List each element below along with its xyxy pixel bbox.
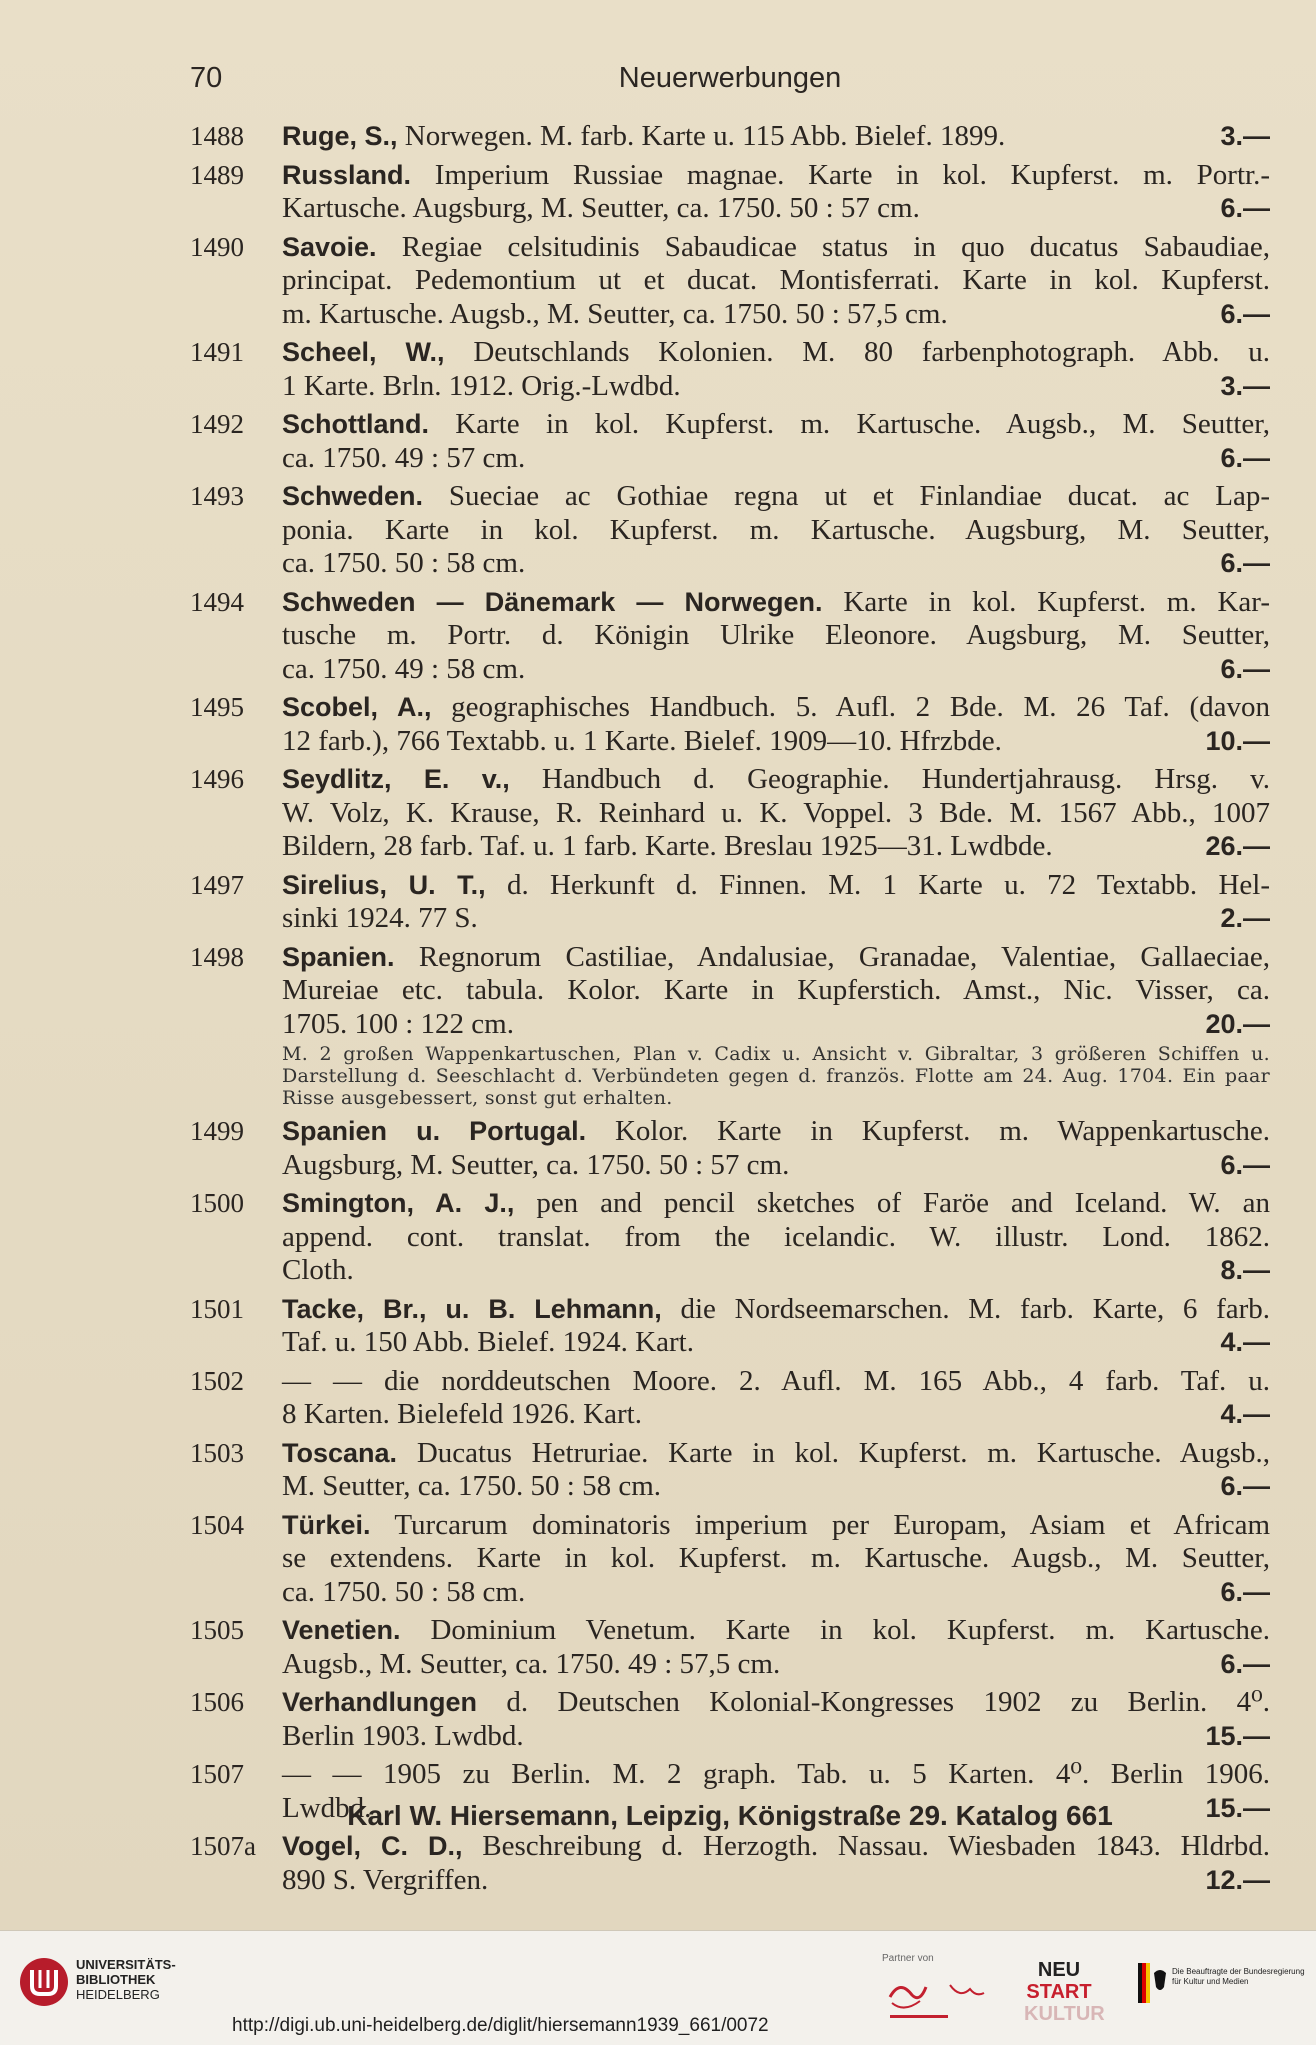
entry-body — [282, 1686, 1270, 1753]
entry-line — [282, 763, 1270, 797]
entry-body — [282, 408, 1270, 475]
entry-text: sinki 1924. 77 S. — [282, 902, 478, 934]
entry-last-line — [282, 370, 1270, 404]
entry-line — [282, 974, 1270, 1008]
entry-text: ca. 1750. 50 : 58 cm. — [282, 547, 526, 579]
entry-text: Lwdbd. — [282, 1791, 372, 1824]
catalog-entry — [190, 408, 1270, 475]
entry-body — [282, 691, 1270, 758]
entry-text: Taf. u. 150 Abb. Bielef. 1924. Kart. — [282, 1326, 694, 1358]
entry-price: 12.— — [1205, 1864, 1270, 1895]
entry-text: 1705. 100 : 122 cm. — [282, 1007, 514, 1040]
entry-last-line — [282, 902, 1270, 936]
entry-last-line — [282, 830, 1270, 864]
entry-heading: Sirelius, U. T., — [282, 869, 486, 900]
entry-price: 6.— — [1220, 548, 1270, 578]
entry-text: Beschreibung d. Herzogth. Nassau. Wiesbaden 1843. Hldrbd. — [482, 1830, 1271, 1862]
bund-label: Die Beauftragte der Bundesregierung für Kultur und Medien — [1172, 1967, 1305, 1986]
catalog-entry — [190, 1509, 1270, 1610]
entry-line — [282, 1830, 1270, 1864]
entry-heading: Smington, A. J., — [282, 1188, 515, 1218]
entry-text: Ducatus Hetruriae. Karte in kol. Kupferst. m. Kartusche. Augsb., — [416, 1436, 1271, 1469]
entry-last-line — [282, 1576, 1270, 1610]
entry-price: 3.— — [1220, 121, 1270, 151]
entry-number: 1501 — [190, 1293, 244, 1324]
entry-body — [282, 159, 1270, 226]
entry-body — [282, 336, 1270, 403]
entry-line — [282, 941, 1270, 975]
entry-body — [282, 586, 1270, 687]
entry-heading: Schweden — Dänemark — Norwegen. — [282, 586, 823, 617]
entry-price: 26.— — [1205, 831, 1270, 861]
entry-price: 6.— — [1220, 1149, 1270, 1180]
entry-heading: Tacke, Br., u. B. Lehmann, — [282, 1293, 662, 1324]
entry-body — [282, 1187, 1270, 1288]
entry-last-line — [282, 1398, 1270, 1432]
entry-heading: Schottland. — [282, 409, 429, 439]
entry-heading: Scobel, A., — [282, 692, 432, 722]
entry-text: Sueciae ac Gothiae regna ut et Finlandiae ducat. ac Lap- — [448, 480, 1270, 512]
entry-number: 1502 — [190, 1365, 244, 1396]
entry-body — [282, 231, 1270, 332]
entry-number: 1507 — [190, 1759, 244, 1789]
entry-number: 1504 — [190, 1509, 244, 1540]
page-title: Neuerwerbungen — [618, 62, 842, 94]
entry-text: Deutschlands Kolonien. M. 80 farbenphotograph. Abb. u. — [473, 336, 1270, 368]
entry-number: 1505 — [190, 1615, 244, 1645]
catalog-entry — [190, 1187, 1270, 1288]
entry-text: — — 1905 zu Berlin. M. 2 graph. Tab. u. 5 Karten. 4⁰. Berlin 1906. — [282, 1758, 1270, 1790]
entry-text: Kartusche. Augsburg, M. Seutter, ca. 1750. 50 : 57 cm. — [282, 192, 920, 224]
entry-text: Handbuch d. Geographie. Hundertjahrausg. Hrsg. v. — [541, 763, 1270, 795]
entry-number: 1494 — [190, 586, 244, 617]
entry-body — [282, 869, 1270, 936]
entry-text: tusche m. Portr. d. Königin Ulrike Eleonore. Augsburg, M. Seutter, — [282, 619, 1270, 651]
entry-body — [282, 120, 1270, 154]
entry-text: m. Kartusche. Augsb., M. Seutter, ca. 1750. 50 : 57,5 cm. — [282, 297, 948, 330]
entry-note: M. 2 großen Wappenkartuschen, Plan v. Cadix u. Ansicht v. Gibraltar, 3 größeren Schiffen u. Darstellung d. Seeschlacht d. Verbündeten gegen d. französ. Flotte am 24. Aug. 1704. Ein paar Risse ausgebessert, sonst gut erhalten. — [282, 1043, 1270, 1109]
catalog-entry — [190, 1830, 1270, 1897]
entry-last-line — [282, 547, 1270, 581]
entry-last-line — [282, 120, 1270, 154]
university-library-logo-icon — [18, 1956, 70, 2008]
entry-price: 6.— — [1220, 298, 1270, 329]
entry-price: 6.— — [1220, 193, 1270, 223]
entry-price: 15.— — [1205, 1720, 1270, 1751]
entry-text: Karte in kol. Kupferst. m. Kartusche. Augsb., M. Seutter, — [455, 408, 1271, 440]
entry-last-line — [282, 1254, 1270, 1288]
viewer-bottom-bar — [0, 1930, 1316, 2045]
entry-text: Karte in kol. Kupferst. m. Kar- — [843, 585, 1271, 618]
partner-label: Partner von — [882, 1953, 934, 1964]
entry-price: 4.— — [1220, 1399, 1270, 1429]
catalog-entry — [190, 120, 1270, 154]
entry-body — [282, 1293, 1270, 1360]
catalog-entries — [190, 120, 1270, 1902]
eagle-icon — [1138, 1963, 1168, 2003]
entry-line — [282, 159, 1270, 193]
entry-price: 6.— — [1220, 1471, 1270, 1501]
entry-line — [282, 336, 1270, 370]
entry-number: 1496 — [190, 764, 244, 794]
entry-line — [282, 869, 1270, 903]
entry-last-line — [282, 653, 1270, 687]
entry-line — [282, 480, 1270, 514]
entry-line — [282, 264, 1270, 298]
entry-line — [282, 691, 1270, 725]
entry-line — [282, 1437, 1270, 1471]
entry-body — [282, 1614, 1270, 1681]
entry-price: 8.— — [1220, 1255, 1270, 1285]
library-name: UNIVERSITÄTS- BIBLIOTHEK HEIDELBERG — [76, 1957, 176, 2002]
entry-text: ca. 1750. 49 : 58 cm. — [282, 652, 526, 685]
entry-text: Mureiae etc. tabula. Kolor. Karte in Kupferstich. Amst., Nic. Visser, ca. — [282, 974, 1270, 1006]
entry-heading: Seydlitz, E. v., — [282, 764, 510, 794]
entry-text: geographisches Handbuch. 5. Aufl. 2 Bde. M. 26 Taf. (davon — [451, 691, 1271, 723]
entry-last-line — [282, 1149, 1270, 1183]
entry-last-line — [282, 442, 1270, 476]
catalog-entry — [190, 763, 1270, 864]
entry-line — [282, 231, 1270, 265]
entry-line — [282, 1115, 1270, 1149]
entry-text: 12 farb.), 766 Textabb. u. 1 Karte. Bielef. 1909—10. Hfrzbde. — [282, 724, 1002, 757]
entry-text: die Nordseemarschen. M. farb. Karte, 6 farb. — [680, 1292, 1271, 1325]
entry-text: se extendens. Karte in kol. Kupferst. m. Kartusche. Augsb., M. Seutter, — [282, 1542, 1270, 1574]
catalog-entry — [190, 691, 1270, 758]
entry-last-line — [282, 1720, 1270, 1754]
entry-text: Turcarum dominatoris imperium per Europam, Asiam et Africam — [394, 1508, 1270, 1541]
entry-heading: Ruge, S., — [282, 121, 398, 151]
entry-text: ponia. Karte in kol. Kupferst. m. Kartusche. Augsburg, M. Seutter, — [282, 513, 1270, 546]
neustart-kultur-logo: NEU START KULTUR — [1024, 1959, 1105, 2025]
catalog-entry — [190, 231, 1270, 332]
entry-number: 1499 — [190, 1116, 244, 1146]
entry-last-line — [282, 1326, 1270, 1360]
entry-text: d. Deutschen Kolonial-Kongresses 1902 zu Berlin. 4⁰. — [506, 1686, 1270, 1718]
catalog-entry — [190, 869, 1270, 936]
entry-text: Bildern, 28 farb. Taf. u. 1 farb. Karte. Breslau 1925—31. Lwdbde. — [282, 830, 1053, 862]
entry-heading: Scheel, W., — [282, 337, 445, 367]
catalog-entry — [190, 1686, 1270, 1753]
entry-heading: Spanien u. Portugal. — [282, 1116, 587, 1146]
entry-last-line — [282, 192, 1270, 226]
page-number: 70 — [190, 62, 223, 94]
catalog-entry — [190, 159, 1270, 226]
entry-body — [282, 1437, 1270, 1504]
entry-number: 1497 — [190, 869, 244, 900]
catalog-entry — [190, 1365, 1270, 1432]
entry-last-line — [282, 298, 1270, 332]
catalog-entry — [190, 941, 1270, 1110]
entry-price: 20.— — [1205, 1008, 1270, 1039]
catalog-entry — [190, 1293, 1270, 1360]
entry-text: W. Volz, K. Krause, R. Reinhard u. K. Voppel. 3 Bde. M. 1567 Abb., 1007 — [282, 796, 1270, 829]
entry-text: Kolor. Karte in Kupferst. m. Wappenkartusche. — [614, 1115, 1270, 1147]
entry-body — [282, 480, 1270, 581]
entry-text: ca. 1750. 50 : 58 cm. — [282, 1575, 526, 1608]
entry-heading: Vogel, C. D., — [282, 1831, 463, 1861]
entry-line — [282, 619, 1270, 653]
entry-line — [282, 586, 1270, 620]
entry-line — [282, 1542, 1270, 1576]
entry-body — [282, 1365, 1270, 1432]
entry-heading: Savoie. — [282, 231, 377, 262]
entry-heading: Schweden. — [282, 481, 424, 511]
entry-heading: Verhandlungen — [282, 1687, 478, 1717]
entry-last-line — [282, 1648, 1270, 1682]
entry-line — [282, 1221, 1270, 1255]
entry-last-line — [282, 1470, 1270, 1504]
entry-body — [282, 1830, 1270, 1897]
entry-text: Imperium Russiae magnae. Karte in kol. Kupferst. m. Portr.- — [434, 158, 1270, 191]
entry-line — [282, 514, 1270, 548]
entry-number: 1500 — [190, 1188, 244, 1218]
entry-body — [282, 1509, 1270, 1610]
catalog-entry — [190, 480, 1270, 581]
entry-line — [282, 1187, 1270, 1221]
entry-text: pen and pencil sketches of Faröe and Iceland. W. an — [536, 1187, 1270, 1219]
entry-heading: Türkei. — [282, 1509, 371, 1540]
entry-text: 1 Karte. Brln. 1912. Orig.-Lwdbd. — [282, 369, 681, 402]
entry-number: 1491 — [190, 337, 244, 367]
entry-number: 1493 — [190, 481, 244, 511]
entry-text: 890 S. Vergriffen. — [282, 1863, 489, 1896]
entry-number: 1506 — [190, 1687, 244, 1717]
catalog-entry — [190, 1614, 1270, 1681]
entry-text: — — die norddeutschen Moore. 2. Aufl. M. 165 Abb., 4 farb. Taf. u. — [282, 1364, 1270, 1397]
entry-number: 1488 — [190, 121, 244, 151]
entry-text: Norwegen. M. farb. Karte u. 115 Abb. Bielef. 1899. — [404, 120, 1006, 152]
entry-text: Cloth. — [282, 1254, 354, 1286]
entry-line — [282, 1365, 1270, 1399]
entry-text: 8 Karten. Bielefeld 1926. Kart. — [282, 1398, 642, 1430]
entry-last-line — [282, 725, 1270, 759]
entry-line — [282, 408, 1270, 442]
entry-body — [282, 1115, 1270, 1182]
entry-number: 1492 — [190, 409, 244, 439]
entry-text: Augsburg, M. Seutter, ca. 1750. 50 : 57 cm. — [282, 1148, 790, 1181]
entry-number: 1498 — [190, 941, 244, 972]
entry-text: M. Seutter, ca. 1750. 50 : 58 cm. — [282, 1470, 661, 1502]
entry-price: 6.— — [1220, 1576, 1270, 1607]
catalog-entry — [190, 1115, 1270, 1182]
entry-text: Dominium Venetum. Karte in kol. Kupferst. m. Kartusche. — [430, 1614, 1270, 1646]
entry-line — [282, 797, 1270, 831]
entry-line — [282, 1686, 1270, 1720]
entry-last-line — [282, 1008, 1270, 1042]
entry-last-line — [282, 1864, 1270, 1898]
entry-price: 6.— — [1220, 1648, 1270, 1679]
entry-text: principat. Pedemontium ut et ducat. Montisferrati. Karte in kol. Kupferst. — [282, 264, 1270, 296]
entry-text: Regnorum Castiliae, Andalusiae, Granadae, Valentiae, Gallaeciae, — [418, 940, 1270, 973]
entry-text: d. Herkunft d. Finnen. M. 1 Karte u. 72 Textabb. Hel- — [506, 868, 1270, 901]
entry-text: Berlin 1903. Lwdbd. — [282, 1719, 524, 1752]
entry-line — [282, 1614, 1270, 1648]
entry-line — [282, 1758, 1270, 1792]
federal-government-logo — [1136, 1957, 1306, 2017]
entry-price: 2.— — [1220, 903, 1270, 933]
catalog-entry — [190, 336, 1270, 403]
entry-body — [282, 763, 1270, 864]
entry-number: 1489 — [190, 159, 244, 190]
entry-number: 1503 — [190, 1437, 244, 1468]
entry-body — [282, 941, 1270, 1110]
entry-line — [282, 1293, 1270, 1327]
catalog-entry — [190, 586, 1270, 687]
entry-price: 4.— — [1220, 1327, 1270, 1357]
dfg-logo-icon — [880, 1969, 1000, 2029]
entry-heading: Russland. — [282, 159, 412, 190]
entry-number: 1507a — [190, 1831, 256, 1861]
entry-text: Regiae celsitudinis Sabaudicae status in quo ducatus Sabaudiae, — [401, 230, 1271, 263]
entry-heading: Spanien. — [282, 941, 395, 972]
catalog-entry — [190, 1437, 1270, 1504]
entry-text: append. cont. translat. from the icelandic. W. illustr. Lond. 1862. — [282, 1220, 1270, 1253]
entry-heading: Venetien. — [282, 1615, 401, 1645]
entry-text: Augsb., M. Seutter, ca. 1750. 49 : 57,5 cm. — [282, 1647, 781, 1680]
entry-price: 10.— — [1205, 725, 1270, 756]
permalink-url[interactable]: http://digi.ub.uni-heidelberg.de/diglit/hiersemann1939_661/0072 — [232, 2015, 769, 2036]
entry-number: 1490 — [190, 231, 244, 262]
entry-price: 15.— — [1205, 1792, 1270, 1823]
entry-price: 6.— — [1220, 653, 1270, 684]
page-header — [190, 62, 1270, 102]
entry-heading: Toscana. — [282, 1437, 398, 1468]
entry-line — [282, 1509, 1270, 1543]
entry-price: 3.— — [1220, 370, 1270, 401]
entry-price: 6.— — [1220, 442, 1270, 473]
entry-number: 1495 — [190, 692, 244, 722]
catalog-footer: Karl W. Hiersemann, Leipzig, Königstraße 29. Katalog 661 — [347, 1800, 1113, 1831]
entry-text: ca. 1750. 49 : 57 cm. — [282, 441, 526, 474]
